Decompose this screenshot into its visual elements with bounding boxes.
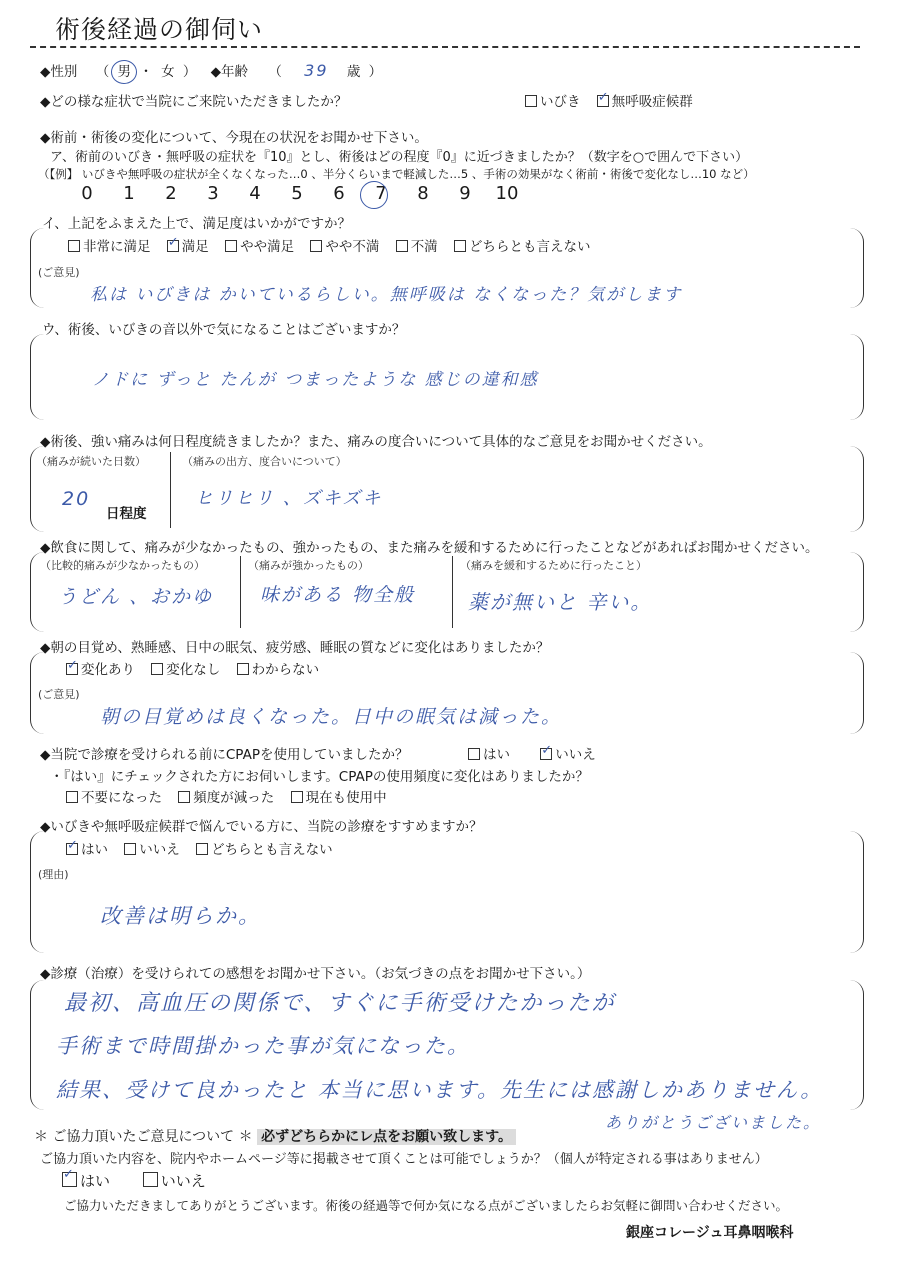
q1-text: ◆どの様な症状で当院にご来院いただきましたか？ bbox=[40, 94, 348, 110]
q1-option-snoring[interactable] bbox=[525, 94, 581, 110]
q3-answer[interactable]: 私は いびきは かいているらしい。無呼吸は なくなった？気がします bbox=[90, 285, 683, 305]
q8-option-yes[interactable] bbox=[468, 747, 510, 763]
scale-8[interactable]: 8 bbox=[417, 183, 429, 204]
q8-text: ◆当院で診療を受けられる前にCPAPを使用していましたか？ bbox=[40, 747, 409, 763]
q5-degree-label: （痛みの出方、度合いについて） bbox=[182, 455, 347, 468]
q3-option-somewhat-dissatisfied[interactable] bbox=[310, 239, 379, 255]
consent-question: ご協力頂いた内容を、院内やホームページ等に掲載させて頂くことは可能でしょうか？（個人が特定される事はありません） bbox=[40, 1152, 768, 1167]
q10-text: ◆診療（治療）を受けられての感想をお聞かせ下さい。（お気づきの点をお聞かせ下さい。） bbox=[40, 966, 591, 982]
column-divider bbox=[452, 556, 453, 628]
option-label: いいえ bbox=[555, 747, 596, 763]
q5-days-value[interactable]: 20 bbox=[62, 488, 91, 510]
option-label: はい bbox=[483, 747, 510, 763]
q4-answer[interactable]: ノドに ずっと たんが つまったような 感じの違和感 bbox=[92, 370, 539, 390]
q9-option-no[interactable] bbox=[124, 842, 180, 858]
checkbox bbox=[66, 791, 78, 803]
q9-text: ◆いびきや無呼吸症候群で悩んでいる方に、当院の診療をすすめますか？ bbox=[40, 819, 483, 835]
q2-heading: ◆術前・術後の変化について、今現在の状況をお聞かせ下さい。 bbox=[40, 130, 428, 146]
consent-heading-a: ＊ ご協力頂いたご意見について ＊ bbox=[34, 1129, 253, 1145]
checkbox bbox=[196, 843, 208, 855]
option-label: いいえ bbox=[139, 842, 180, 858]
q6-col2-label: （痛みが強かったもの） bbox=[248, 559, 369, 572]
option-label: 変化なし bbox=[166, 662, 221, 678]
q9-option-neither[interactable] bbox=[196, 842, 333, 858]
checkbox bbox=[225, 240, 237, 252]
consent-option-no[interactable] bbox=[143, 1172, 206, 1190]
option-label: やや不満 bbox=[325, 239, 380, 255]
q10-answer-line2[interactable]: 手術まで時間掛かった事が気になった。 bbox=[56, 1034, 470, 1058]
option-label: 頻度が減った bbox=[193, 790, 275, 806]
q2-scale bbox=[66, 183, 528, 204]
option-label: わからない bbox=[251, 662, 320, 678]
age-unit: 歳 bbox=[346, 64, 361, 80]
q3-option-somewhat-satisfied[interactable] bbox=[225, 239, 294, 255]
consent-options bbox=[62, 1170, 218, 1191]
clinic-name: 銀座コレージュ耳鼻咽喉科 bbox=[626, 1225, 794, 1241]
scale-1[interactable]: 1 bbox=[123, 183, 135, 204]
checkbox bbox=[468, 748, 480, 760]
q5-answer-box bbox=[30, 446, 864, 532]
q6-col2-answer[interactable]: 味がある 物全般 bbox=[260, 584, 416, 606]
q6-col3-label: （痛みを緩和するために行ったこと） bbox=[460, 559, 647, 572]
title-divider bbox=[30, 46, 860, 48]
option-label: 不要になった bbox=[81, 790, 162, 806]
consent-option-yes[interactable] bbox=[62, 1172, 110, 1190]
option-label: 満足 bbox=[181, 239, 209, 255]
option-label: 現在も使用中 bbox=[305, 790, 387, 806]
option-label: はい bbox=[81, 842, 108, 858]
q5-days-label: （痛みが続いた日数） bbox=[36, 455, 146, 468]
q4-text: ウ、術後、いびきの音以外で気になることはございますか？ bbox=[42, 322, 406, 338]
scale-10[interactable]: 10 bbox=[495, 183, 519, 204]
consent-heading bbox=[34, 1126, 516, 1146]
option-label: どちらとも言えない bbox=[211, 842, 333, 858]
q5-degree-answer[interactable]: ヒリヒリ 、ズキズキ bbox=[195, 488, 383, 509]
option-label: 非常に満足 bbox=[83, 239, 151, 255]
q7-options bbox=[66, 658, 331, 678]
scale-selection-circle bbox=[360, 181, 388, 209]
scale-3[interactable]: 3 bbox=[207, 183, 219, 204]
q8-option-no[interactable] bbox=[540, 747, 596, 763]
q1-option-apnea-label: 無呼吸症候群 bbox=[611, 94, 693, 110]
q7-opinion-label: (ご意見) bbox=[38, 688, 80, 701]
q8-sub-options bbox=[66, 786, 399, 806]
q1-option-apnea[interactable] bbox=[597, 94, 693, 110]
q3-options bbox=[68, 235, 602, 255]
age-value[interactable]: 39 bbox=[304, 61, 329, 80]
scale-4[interactable]: 4 bbox=[249, 183, 261, 204]
option-label: はい bbox=[80, 1172, 111, 1190]
checkbox bbox=[124, 843, 136, 855]
scale-5[interactable]: 5 bbox=[291, 183, 303, 204]
gender-paren-close: ） bbox=[182, 64, 197, 80]
checkbox bbox=[237, 663, 249, 675]
checkbox-checked bbox=[597, 95, 609, 107]
q9-reason-label: (理由) bbox=[38, 868, 69, 881]
gender-male-label: 男 bbox=[117, 64, 131, 80]
gender-row bbox=[40, 60, 382, 80]
q1-options bbox=[525, 90, 705, 110]
option-label: 不満 bbox=[410, 239, 438, 255]
column-divider bbox=[170, 452, 171, 528]
q7-option-changed[interactable] bbox=[66, 662, 135, 678]
q6-text: ◆飲食に関して、痛みが少なかったもの、強かったもの、また痛みを緩和するために行ったことなどがあればお聞かせください。 bbox=[40, 540, 819, 556]
scale-0[interactable]: 0 bbox=[81, 183, 93, 204]
consent-heading-b: 必ずどちらかにレ点をお願い致します。 bbox=[257, 1129, 516, 1145]
q9-option-yes[interactable] bbox=[66, 842, 108, 858]
checkbox bbox=[68, 240, 80, 252]
checkbox bbox=[310, 240, 322, 252]
scale-9[interactable]: 9 bbox=[459, 183, 471, 204]
q9-answer[interactable]: 改善は明らか。 bbox=[100, 904, 261, 928]
q8-options bbox=[468, 743, 608, 763]
q8-sub-option-still-using[interactable] bbox=[291, 790, 387, 806]
q8-sub-option-no-longer-needed[interactable] bbox=[66, 790, 162, 806]
checkbox bbox=[178, 791, 190, 803]
checkbox-checked bbox=[66, 663, 78, 675]
page-title: 術後経過の御伺い bbox=[55, 15, 264, 44]
option-label: やや満足 bbox=[240, 239, 295, 255]
checkbox bbox=[291, 791, 303, 803]
q7-option-unknown[interactable] bbox=[237, 662, 320, 678]
option-label: どちらとも言えない bbox=[468, 239, 591, 255]
gender-male-option[interactable] bbox=[117, 64, 131, 80]
checkbox-checked bbox=[167, 240, 179, 252]
q6-col3-answer[interactable]: 薬が無いと 辛い。 bbox=[468, 590, 653, 614]
q7-answer[interactable]: 朝の目覚めは良くなった。日中の眠気は減った。 bbox=[100, 706, 563, 728]
scale-2[interactable]: 2 bbox=[165, 183, 177, 204]
q1-option-snoring-label: いびき bbox=[540, 94, 581, 110]
q3-option-satisfied[interactable] bbox=[167, 239, 209, 255]
q6-col1-answer[interactable]: うどん 、おかゆ bbox=[58, 586, 214, 608]
age-label: ◆年齢 bbox=[210, 64, 249, 80]
option-label: いいえ bbox=[160, 1172, 206, 1190]
checkbox-checked bbox=[62, 1172, 77, 1187]
checkbox bbox=[143, 1172, 158, 1187]
checkbox bbox=[396, 240, 408, 252]
q7-text: ◆朝の目覚め、熟睡感、日中の眠気、疲労感、睡眠の質などに変化はありましたか？ bbox=[40, 640, 550, 656]
q7-option-unchanged[interactable] bbox=[151, 662, 220, 678]
q2-example: （【例】 いびきや無呼吸の症状が全くなくなった…0 、半分くらいまで軽減した…5 、手術の効果がなく術前・術後で変化なし…10 など） bbox=[38, 167, 755, 181]
age-paren-open: （ bbox=[268, 64, 282, 80]
option-label: 変化あり bbox=[81, 662, 135, 678]
q5-days-unit: 日程度 bbox=[106, 506, 147, 522]
checkbox-checked bbox=[540, 748, 552, 760]
age-paren-close: ） bbox=[368, 64, 383, 80]
gender-female-option[interactable]: 女 bbox=[161, 64, 175, 80]
q2-sub: ア、術前のいびき・無呼吸の症状を『10』とし、術後はどの程度『0』に近づきましたか？（数字を○で囲んで下さい） bbox=[50, 150, 749, 165]
q3-text: イ、上記をふまえた上で、満足度はいかがですか？ bbox=[42, 216, 352, 232]
column-divider bbox=[240, 556, 241, 628]
q8-sub: ・『はい』にチェックされた方にお伺いします。CPAPの使用頻度に変化はありましたか？ bbox=[50, 769, 589, 785]
scale-6[interactable]: 6 bbox=[333, 183, 345, 204]
q8-sub-option-reduced[interactable] bbox=[178, 790, 274, 806]
footer-thanks: ご協力いただきましてありがとうございます。術後の経過等で何か気になる点がございましたらお気軽に御問い合わせください。 bbox=[64, 1198, 789, 1213]
q10-answer-line1[interactable]: 最初、高血圧の関係で、すぐに手術受けたかったが bbox=[64, 991, 616, 1016]
q10-answer-line3[interactable]: 結果、受けて良かったと 本当に思います。先生には感謝しかありません。 bbox=[56, 1078, 824, 1102]
checkbox-checked bbox=[66, 843, 78, 855]
gender-label: ◆性別 bbox=[40, 64, 78, 80]
q3-option-dissatisfied[interactable] bbox=[396, 239, 438, 255]
checkbox bbox=[454, 240, 466, 252]
q6-col1-label: （比較的痛みが少なかったもの） bbox=[40, 559, 205, 572]
q10-answer-line4[interactable]: ありがとうございました。 bbox=[605, 1113, 822, 1132]
q3-option-neither[interactable] bbox=[454, 239, 591, 255]
q5-text: ◆術後、強い痛みは何日程度続きましたか？また、痛みの度合いについて具体的なご意見をお聞かせください。 bbox=[40, 434, 712, 450]
q9-options bbox=[66, 838, 345, 858]
checkbox bbox=[525, 95, 537, 107]
gender-separator: ・ bbox=[139, 64, 153, 80]
scale-7[interactable]: 7 bbox=[375, 183, 387, 204]
selection-circle bbox=[111, 60, 137, 84]
q3-opinion-label: (ご意見) bbox=[38, 266, 80, 279]
gender-paren-open: （ bbox=[95, 64, 110, 80]
q3-option-very-satisfied[interactable] bbox=[68, 239, 151, 255]
checkbox bbox=[151, 663, 163, 675]
